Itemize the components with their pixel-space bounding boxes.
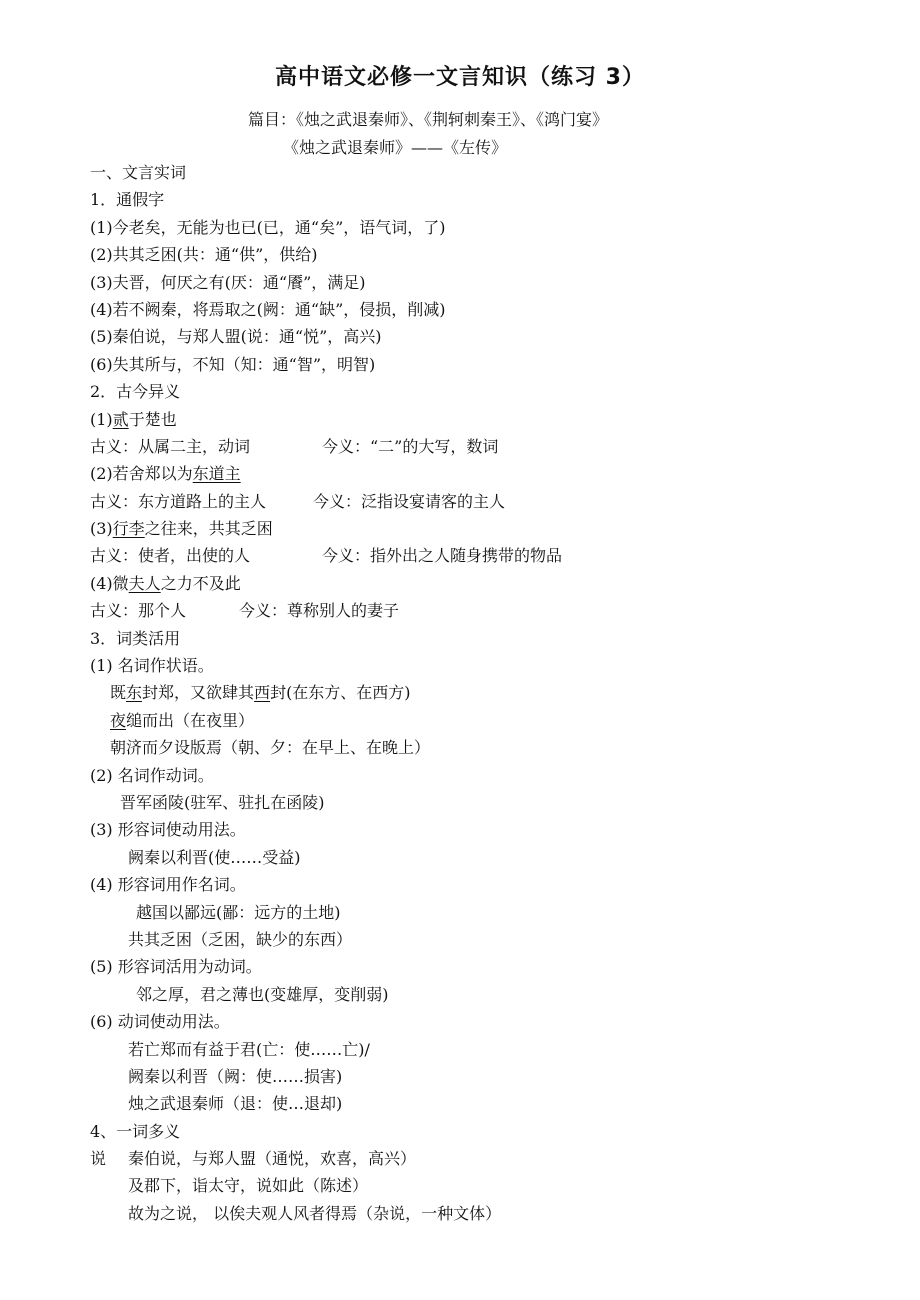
example-text: 既 <box>110 683 127 703</box>
example-sentence: 阙秦以利晋（阙：使……损害) <box>128 1066 343 1086</box>
subsection-heading: 3．词类活用 <box>90 628 181 648</box>
example-sentence: 秦伯说，与郑人盟（通悦，欢喜，高兴） <box>128 1149 417 1169</box>
example-text: 封(在东方、在西方) <box>270 683 411 703</box>
modern-meaning: 今义：“二”的大写，数词 <box>322 436 499 456</box>
example-sentence: 越国以鄙远(鄙：远方的土地) <box>136 902 341 922</box>
example-sentence <box>90 570 890 597</box>
category-label: (3) 形容词使动用法。 <box>90 820 246 840</box>
modern-meaning: 今义：指外出之人随身携带的物品 <box>322 546 563 566</box>
example-sentence: 共其乏困（乏困，缺少的东西） <box>128 929 353 949</box>
ancient-meaning: 古义：使者，出使的人 <box>90 546 251 566</box>
polysemy-row <box>90 1145 890 1172</box>
underlined-word: 东道主 <box>192 464 241 484</box>
section-heading: 一、文言实词 <box>90 163 187 182</box>
list-item: (4)若不阙秦，将焉取之(阙：通“缺”，侵损，削减) <box>90 299 446 319</box>
category-label: (6) 动词使动用法。 <box>90 1012 230 1032</box>
example-text: 封郑，又欲肆其 <box>142 683 255 703</box>
category-label: (5) 形容词活用为动词。 <box>90 957 262 977</box>
underlined-word: 东 <box>126 683 143 703</box>
example-sentence <box>90 406 890 433</box>
underlined-word: 夜 <box>110 710 127 730</box>
ancient-meaning: 古义：那个人 <box>90 601 187 621</box>
meaning-row <box>90 488 890 515</box>
example-prefix: (3) <box>90 519 113 539</box>
list-item: (1)今老矣，无能为也已(已，通“矣”，语气词，了) <box>90 217 446 237</box>
list-item: (5)秦伯说，与郑人盟(说：通“悦”，高兴) <box>90 327 382 347</box>
example-prefix: (1) <box>90 409 113 429</box>
category-label: (2) 名词作动词。 <box>90 765 214 785</box>
example-sentence <box>90 460 890 487</box>
meaning-row <box>90 597 890 624</box>
example-sentence: 朝济而夕设版焉（朝、夕：在早上、在晚上） <box>110 738 431 758</box>
underlined-word: 行李 <box>112 519 145 539</box>
example-rest: 之力不及此 <box>160 573 241 593</box>
example-prefix: (2)若舍郑以为 <box>90 464 193 484</box>
modern-meaning: 今义：泛指设宴请客的主人 <box>313 491 506 511</box>
ancient-meaning: 古义：从属二主，动词 <box>90 436 251 456</box>
example-sentence <box>90 707 890 734</box>
underlined-word: 贰 <box>112 409 129 429</box>
meaning-row <box>90 433 890 460</box>
example-text: 缒而出（在夜里） <box>126 710 255 730</box>
example-sentence: 若亡郑而有益于君(亡：使……亡)/ <box>128 1039 370 1059</box>
example-sentence: 邻之厚，君之薄也(变雄厚，变削弱) <box>136 984 389 1004</box>
example-sentence: 阙秦以利晋(使……受益) <box>128 847 301 867</box>
page-title: 高中语文必修一文言知识（练习 3） <box>275 65 645 90</box>
example-rest: 之往来，共其乏困 <box>144 519 273 539</box>
category-label: (4) 形容词用作名词。 <box>90 875 246 895</box>
subsection-heading: 1．通假字 <box>90 190 165 210</box>
polysemy-word: 说 <box>90 1149 107 1169</box>
example-prefix: (4)微 <box>90 573 129 593</box>
example-sentence <box>90 515 890 542</box>
example-rest: 于楚也 <box>128 409 177 429</box>
subsection-heading: 4、一词多义 <box>90 1121 181 1141</box>
subtitle-articles: 篇目：《烛之武退秦师》、《荆轲刺秦王》、《鸿门宴》 <box>248 110 609 129</box>
example-sentence: 晋军函陵(驻军、驻扎在函陵) <box>120 792 325 812</box>
list-item: (2)共其乏困(共：通“供”，供给) <box>90 245 318 265</box>
list-item: (6)失其所与，不知（知：通“智”，明智) <box>90 354 376 374</box>
example-sentence <box>90 679 890 706</box>
ancient-meaning: 古义：东方道路上的主人 <box>90 491 267 511</box>
subtitle-source: 《烛之武退秦师》——《左传》 <box>283 138 508 157</box>
underlined-word: 夫人 <box>128 573 161 593</box>
list-item: (3)夫晋，何厌之有(厌：通“餍”，满足) <box>90 272 366 292</box>
meaning-row <box>90 542 890 569</box>
example-sentence: 及郡下，诣太守，说如此（陈述） <box>128 1176 369 1196</box>
category-label: (1) 名词作状语。 <box>90 656 214 676</box>
example-sentence: 故为之说， 以俟夫观人风者得焉（杂说，一种文体） <box>128 1203 502 1223</box>
underlined-word: 西 <box>254 683 271 703</box>
example-sentence: 烛之武退秦师（退：使…退却) <box>128 1094 343 1114</box>
subsection-heading: 2．古今异义 <box>90 382 181 402</box>
document-body <box>90 159 890 1227</box>
modern-meaning: 今义：尊称别人的妻子 <box>239 601 400 621</box>
